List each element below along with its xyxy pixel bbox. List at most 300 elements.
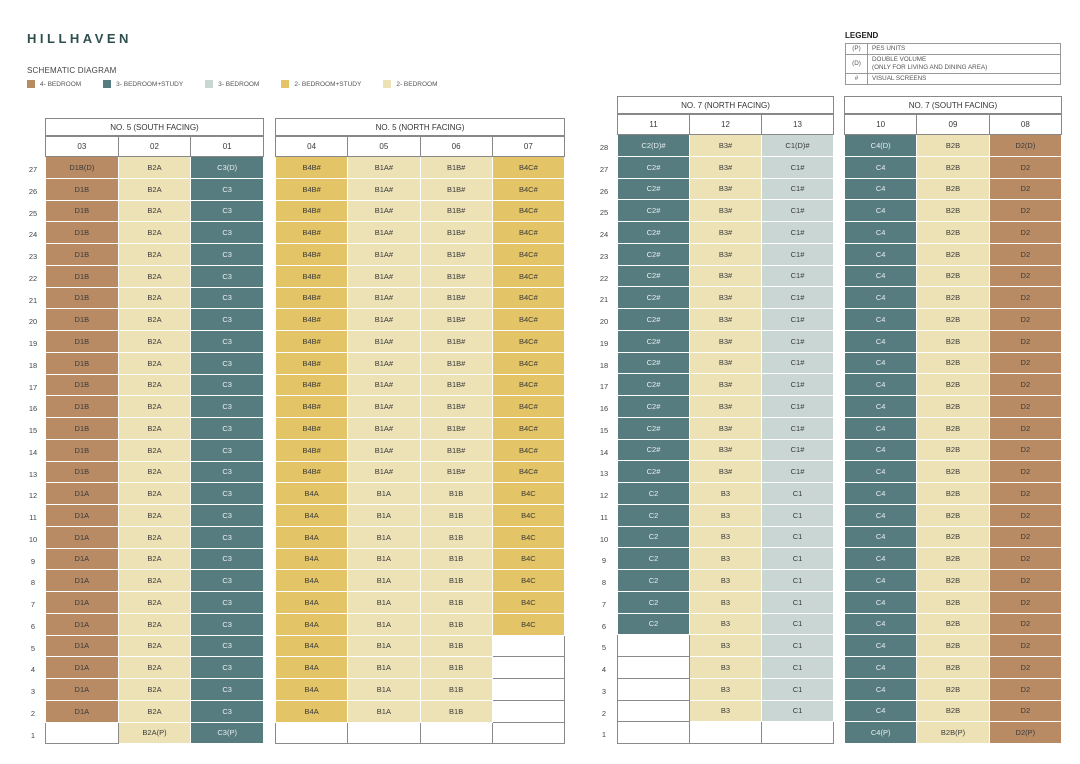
- unit-cell[interactable]: C2#: [618, 178, 690, 200]
- unit-cell[interactable]: B2B: [917, 135, 989, 157]
- unit-cell[interactable]: B3: [690, 613, 762, 635]
- unit-cell[interactable]: D2: [989, 504, 1061, 526]
- unit-cell[interactable]: D2: [989, 678, 1061, 700]
- unit-cell[interactable]: B3: [690, 591, 762, 613]
- unit-cell[interactable]: B1A#: [348, 178, 420, 200]
- unit-cell[interactable]: D1B: [46, 178, 119, 200]
- unit-cell[interactable]: D2(D): [989, 135, 1061, 157]
- unit-cell[interactable]: B1B: [420, 548, 492, 570]
- unit-cell[interactable]: B4A: [276, 592, 348, 614]
- unit-cell[interactable]: D1A: [46, 700, 119, 722]
- unit-cell[interactable]: B1A#: [348, 374, 420, 396]
- unit-cell[interactable]: D1B: [46, 461, 119, 483]
- unit-cell[interactable]: C3: [191, 244, 264, 266]
- unit-cell[interactable]: D2: [989, 309, 1061, 331]
- unit-cell[interactable]: C3(D): [191, 157, 264, 179]
- unit-cell[interactable]: D1B: [46, 418, 119, 440]
- unit-cell[interactable]: C2#: [618, 222, 690, 244]
- unit-cell[interactable]: B2A: [118, 352, 191, 374]
- unit-cell[interactable]: D2: [989, 374, 1061, 396]
- unit-cell[interactable]: B2B: [917, 657, 989, 679]
- unit-cell[interactable]: D1B: [46, 287, 119, 309]
- unit-cell[interactable]: D1A: [46, 657, 119, 679]
- unit-cell[interactable]: B1B: [420, 592, 492, 614]
- unit-cell[interactable]: B2A: [118, 700, 191, 722]
- unit-cell[interactable]: B2A: [118, 505, 191, 527]
- unit-cell[interactable]: B2B: [917, 483, 989, 505]
- unit-cell[interactable]: B3#: [690, 178, 762, 200]
- unit-cell[interactable]: B2B: [917, 374, 989, 396]
- unit-cell[interactable]: B2B: [917, 526, 989, 548]
- unit-cell[interactable]: D1B: [46, 439, 119, 461]
- unit-cell[interactable]: B1B#: [420, 178, 492, 200]
- unit-cell[interactable]: C3: [191, 635, 264, 657]
- unit-cell[interactable]: B4A: [276, 700, 348, 722]
- unit-cell[interactable]: C3: [191, 178, 264, 200]
- unit-cell[interactable]: B1A: [348, 635, 420, 657]
- unit-cell[interactable]: C1#: [762, 265, 834, 287]
- unit-cell[interactable]: B4C#: [492, 352, 564, 374]
- unit-cell[interactable]: D1A: [46, 483, 119, 505]
- unit-cell[interactable]: C4: [845, 243, 917, 265]
- unit-cell[interactable]: C4: [845, 417, 917, 439]
- unit-cell[interactable]: C3: [191, 657, 264, 679]
- unit-cell[interactable]: C4: [845, 678, 917, 700]
- unit-cell[interactable]: B1A#: [348, 352, 420, 374]
- unit-cell[interactable]: C4: [845, 265, 917, 287]
- unit-cell[interactable]: D1B: [46, 309, 119, 331]
- unit-cell[interactable]: D2(P): [989, 722, 1061, 744]
- unit-cell[interactable]: D2: [989, 287, 1061, 309]
- unit-cell[interactable]: B2A(P): [118, 722, 191, 744]
- unit-cell[interactable]: D2: [989, 483, 1061, 505]
- unit-cell[interactable]: D2: [989, 700, 1061, 722]
- unit-cell[interactable]: C4: [845, 504, 917, 526]
- unit-cell[interactable]: C4: [845, 222, 917, 244]
- unit-cell[interactable]: B4C: [492, 526, 564, 548]
- unit-cell[interactable]: C4: [845, 570, 917, 592]
- unit-cell[interactable]: B1B#: [420, 352, 492, 374]
- unit-cell[interactable]: D2: [989, 178, 1061, 200]
- unit-cell[interactable]: C1#: [762, 439, 834, 461]
- unit-cell[interactable]: B1B#: [420, 374, 492, 396]
- unit-cell[interactable]: C3: [191, 592, 264, 614]
- unit-cell[interactable]: B2B: [917, 504, 989, 526]
- unit-cell[interactable]: B4B#: [276, 331, 348, 353]
- unit-cell[interactable]: D2: [989, 330, 1061, 352]
- unit-cell[interactable]: B1A: [348, 505, 420, 527]
- unit-cell[interactable]: D1B: [46, 374, 119, 396]
- unit-cell[interactable]: C2#: [618, 200, 690, 222]
- unit-cell[interactable]: B2A: [118, 526, 191, 548]
- unit-cell[interactable]: B1B#: [420, 287, 492, 309]
- unit-cell[interactable]: B4B#: [276, 418, 348, 440]
- unit-cell[interactable]: D2: [989, 243, 1061, 265]
- unit-cell[interactable]: C3: [191, 700, 264, 722]
- unit-cell[interactable]: D1B: [46, 331, 119, 353]
- unit-cell[interactable]: B4C#: [492, 222, 564, 244]
- unit-cell[interactable]: D1A: [46, 679, 119, 701]
- unit-cell[interactable]: B2B: [917, 439, 989, 461]
- unit-cell[interactable]: C2: [618, 483, 690, 505]
- unit-cell[interactable]: B3: [690, 548, 762, 570]
- unit-cell[interactable]: B1A#: [348, 287, 420, 309]
- unit-cell[interactable]: B2B: [917, 330, 989, 352]
- unit-cell[interactable]: B2A: [118, 178, 191, 200]
- unit-cell[interactable]: C4: [845, 200, 917, 222]
- unit-cell[interactable]: C1#: [762, 178, 834, 200]
- unit-cell[interactable]: B1A: [348, 570, 420, 592]
- unit-cell[interactable]: D1A: [46, 592, 119, 614]
- unit-cell[interactable]: B2A: [118, 592, 191, 614]
- unit-cell[interactable]: B4C#: [492, 244, 564, 266]
- unit-cell[interactable]: D2: [989, 222, 1061, 244]
- unit-cell[interactable]: B3#: [690, 461, 762, 483]
- unit-cell[interactable]: C1#: [762, 461, 834, 483]
- unit-cell[interactable]: C4: [845, 635, 917, 657]
- unit-cell[interactable]: B4B#: [276, 157, 348, 179]
- unit-cell[interactable]: B1A#: [348, 200, 420, 222]
- unit-cell[interactable]: C4: [845, 591, 917, 613]
- unit-cell[interactable]: D2: [989, 265, 1061, 287]
- unit-cell[interactable]: C3: [191, 352, 264, 374]
- unit-cell[interactable]: B2A: [118, 287, 191, 309]
- unit-cell[interactable]: B3#: [690, 287, 762, 309]
- unit-cell[interactable]: B1A#: [348, 222, 420, 244]
- unit-cell[interactable]: B4C: [492, 483, 564, 505]
- unit-cell[interactable]: D2: [989, 570, 1061, 592]
- unit-cell[interactable]: C3: [191, 265, 264, 287]
- unit-cell[interactable]: B4A: [276, 505, 348, 527]
- unit-cell[interactable]: B1A: [348, 526, 420, 548]
- unit-cell[interactable]: B1B#: [420, 244, 492, 266]
- unit-cell[interactable]: B2B: [917, 635, 989, 657]
- unit-cell[interactable]: B1B: [420, 483, 492, 505]
- unit-cell[interactable]: B3#: [690, 265, 762, 287]
- unit-cell[interactable]: B4B#: [276, 222, 348, 244]
- unit-cell[interactable]: B4A: [276, 657, 348, 679]
- unit-cell[interactable]: C2#: [618, 396, 690, 418]
- unit-cell[interactable]: B2A: [118, 265, 191, 287]
- unit-cell[interactable]: D1A: [46, 570, 119, 592]
- unit-cell[interactable]: B3#: [690, 243, 762, 265]
- unit-cell[interactable]: B2A: [118, 613, 191, 635]
- unit-cell[interactable]: C4: [845, 330, 917, 352]
- unit-cell[interactable]: B2B: [917, 309, 989, 331]
- unit-cell[interactable]: D2: [989, 635, 1061, 657]
- unit-cell[interactable]: B2A: [118, 396, 191, 418]
- unit-cell[interactable]: C4: [845, 396, 917, 418]
- unit-cell[interactable]: B2A: [118, 244, 191, 266]
- unit-cell[interactable]: C4: [845, 352, 917, 374]
- unit-cell[interactable]: D1B: [46, 265, 119, 287]
- unit-cell[interactable]: D2: [989, 548, 1061, 570]
- unit-cell[interactable]: B1B#: [420, 439, 492, 461]
- unit-cell[interactable]: B1A#: [348, 396, 420, 418]
- unit-cell[interactable]: C4: [845, 483, 917, 505]
- unit-cell[interactable]: B4C#: [492, 309, 564, 331]
- unit-cell[interactable]: B1B: [420, 657, 492, 679]
- unit-cell[interactable]: D2: [989, 156, 1061, 178]
- unit-cell[interactable]: B2A: [118, 200, 191, 222]
- unit-cell[interactable]: B2A: [118, 635, 191, 657]
- unit-cell[interactable]: D2: [989, 396, 1061, 418]
- unit-cell[interactable]: B4B#: [276, 352, 348, 374]
- unit-cell[interactable]: B4C: [492, 592, 564, 614]
- unit-cell[interactable]: B3#: [690, 374, 762, 396]
- unit-cell[interactable]: B2B: [917, 352, 989, 374]
- unit-cell[interactable]: C2#: [618, 265, 690, 287]
- unit-cell[interactable]: B2B: [917, 156, 989, 178]
- unit-cell[interactable]: B4C#: [492, 331, 564, 353]
- unit-cell[interactable]: C2#: [618, 352, 690, 374]
- unit-cell[interactable]: B1A#: [348, 439, 420, 461]
- unit-cell[interactable]: D2: [989, 417, 1061, 439]
- unit-cell[interactable]: C4: [845, 700, 917, 722]
- unit-cell[interactable]: C1(D)#: [762, 135, 834, 157]
- unit-cell[interactable]: B1A#: [348, 157, 420, 179]
- unit-cell[interactable]: C1: [762, 483, 834, 505]
- unit-cell[interactable]: C3: [191, 439, 264, 461]
- unit-cell[interactable]: B2B: [917, 570, 989, 592]
- unit-cell[interactable]: C3(P): [191, 722, 264, 744]
- unit-cell[interactable]: C3: [191, 505, 264, 527]
- unit-cell[interactable]: B1B: [420, 679, 492, 701]
- unit-cell[interactable]: B3#: [690, 222, 762, 244]
- unit-cell[interactable]: B4A: [276, 679, 348, 701]
- unit-cell[interactable]: B1B: [420, 635, 492, 657]
- unit-cell[interactable]: B3#: [690, 330, 762, 352]
- unit-cell[interactable]: B4A: [276, 483, 348, 505]
- unit-cell[interactable]: D1A: [46, 613, 119, 635]
- unit-cell[interactable]: B1A#: [348, 418, 420, 440]
- unit-cell[interactable]: B3: [690, 678, 762, 700]
- unit-cell[interactable]: B2A: [118, 548, 191, 570]
- unit-cell[interactable]: B2A: [118, 157, 191, 179]
- unit-cell[interactable]: C2(D)#: [618, 135, 690, 157]
- unit-cell[interactable]: D1B: [46, 352, 119, 374]
- unit-cell[interactable]: B4C#: [492, 200, 564, 222]
- unit-cell[interactable]: B2A: [118, 222, 191, 244]
- unit-cell[interactable]: C4: [845, 287, 917, 309]
- unit-cell[interactable]: B4C#: [492, 287, 564, 309]
- unit-cell[interactable]: B4C: [492, 548, 564, 570]
- unit-cell[interactable]: B4C#: [492, 157, 564, 179]
- unit-cell[interactable]: B4C: [492, 613, 564, 635]
- unit-cell[interactable]: B4B#: [276, 396, 348, 418]
- unit-cell[interactable]: B1A: [348, 700, 420, 722]
- unit-cell[interactable]: B3: [690, 700, 762, 722]
- unit-cell[interactable]: B1B#: [420, 157, 492, 179]
- unit-cell[interactable]: B4B#: [276, 265, 348, 287]
- unit-cell[interactable]: C1#: [762, 156, 834, 178]
- unit-cell[interactable]: C2: [618, 504, 690, 526]
- unit-cell[interactable]: B4A: [276, 613, 348, 635]
- unit-cell[interactable]: B4B#: [276, 178, 348, 200]
- unit-cell[interactable]: B1A#: [348, 331, 420, 353]
- unit-cell[interactable]: B4A: [276, 635, 348, 657]
- unit-cell[interactable]: C3: [191, 570, 264, 592]
- unit-cell[interactable]: C3: [191, 526, 264, 548]
- unit-cell[interactable]: B3: [690, 635, 762, 657]
- unit-cell[interactable]: D1B: [46, 244, 119, 266]
- unit-cell[interactable]: C3: [191, 548, 264, 570]
- unit-cell[interactable]: B2B: [917, 591, 989, 613]
- unit-cell[interactable]: B2A: [118, 439, 191, 461]
- unit-cell[interactable]: B2A: [118, 657, 191, 679]
- unit-cell[interactable]: D2: [989, 591, 1061, 613]
- unit-cell[interactable]: C3: [191, 309, 264, 331]
- unit-cell[interactable]: D1A: [46, 635, 119, 657]
- unit-cell[interactable]: C4: [845, 374, 917, 396]
- unit-cell[interactable]: B1B: [420, 570, 492, 592]
- unit-cell[interactable]: B2B: [917, 417, 989, 439]
- unit-cell[interactable]: C2#: [618, 287, 690, 309]
- unit-cell[interactable]: B3#: [690, 439, 762, 461]
- unit-cell[interactable]: C1: [762, 504, 834, 526]
- unit-cell[interactable]: B1A: [348, 679, 420, 701]
- unit-cell[interactable]: B1A: [348, 657, 420, 679]
- unit-cell[interactable]: C3: [191, 418, 264, 440]
- unit-cell[interactable]: C4: [845, 548, 917, 570]
- unit-cell[interactable]: B4B#: [276, 309, 348, 331]
- unit-cell[interactable]: B3: [690, 570, 762, 592]
- unit-cell[interactable]: B2A: [118, 418, 191, 440]
- unit-cell[interactable]: C1#: [762, 309, 834, 331]
- unit-cell[interactable]: B1B: [420, 613, 492, 635]
- unit-cell[interactable]: B2B: [917, 613, 989, 635]
- unit-cell[interactable]: B1A#: [348, 265, 420, 287]
- unit-cell[interactable]: C1#: [762, 352, 834, 374]
- unit-cell[interactable]: B4C: [492, 570, 564, 592]
- unit-cell[interactable]: C2: [618, 613, 690, 635]
- unit-cell[interactable]: B3#: [690, 156, 762, 178]
- unit-cell[interactable]: C3: [191, 287, 264, 309]
- unit-cell[interactable]: B2B: [917, 265, 989, 287]
- unit-cell[interactable]: C4: [845, 178, 917, 200]
- unit-cell[interactable]: B4C#: [492, 461, 564, 483]
- unit-cell[interactable]: B2B: [917, 548, 989, 570]
- unit-cell[interactable]: C1: [762, 591, 834, 613]
- unit-cell[interactable]: B2B: [917, 396, 989, 418]
- unit-cell[interactable]: B2A: [118, 679, 191, 701]
- unit-cell[interactable]: C1: [762, 678, 834, 700]
- unit-cell[interactable]: C1#: [762, 374, 834, 396]
- unit-cell[interactable]: B4B#: [276, 439, 348, 461]
- unit-cell[interactable]: B2A: [118, 374, 191, 396]
- unit-cell[interactable]: D1B: [46, 222, 119, 244]
- unit-cell[interactable]: C2#: [618, 309, 690, 331]
- unit-cell[interactable]: C2: [618, 591, 690, 613]
- unit-cell[interactable]: C3: [191, 483, 264, 505]
- unit-cell[interactable]: C1#: [762, 330, 834, 352]
- unit-cell[interactable]: C3: [191, 331, 264, 353]
- unit-cell[interactable]: C1: [762, 570, 834, 592]
- unit-cell[interactable]: D2: [989, 352, 1061, 374]
- unit-cell[interactable]: C2#: [618, 156, 690, 178]
- unit-cell[interactable]: B3#: [690, 135, 762, 157]
- unit-cell[interactable]: C4: [845, 657, 917, 679]
- unit-cell[interactable]: D2: [989, 526, 1061, 548]
- unit-cell[interactable]: D2: [989, 657, 1061, 679]
- unit-cell[interactable]: B1A: [348, 592, 420, 614]
- unit-cell[interactable]: C4: [845, 439, 917, 461]
- unit-cell[interactable]: B2A: [118, 331, 191, 353]
- unit-cell[interactable]: B1B#: [420, 418, 492, 440]
- unit-cell[interactable]: C1#: [762, 243, 834, 265]
- unit-cell[interactable]: C1#: [762, 222, 834, 244]
- unit-cell[interactable]: C3: [191, 613, 264, 635]
- unit-cell[interactable]: B1B: [420, 700, 492, 722]
- unit-cell[interactable]: B1B: [420, 505, 492, 527]
- unit-cell[interactable]: C2#: [618, 417, 690, 439]
- unit-cell[interactable]: B3#: [690, 352, 762, 374]
- unit-cell[interactable]: B1B#: [420, 265, 492, 287]
- unit-cell[interactable]: C2#: [618, 374, 690, 396]
- unit-cell[interactable]: B1A#: [348, 461, 420, 483]
- unit-cell[interactable]: B1B#: [420, 396, 492, 418]
- unit-cell[interactable]: B2B: [917, 461, 989, 483]
- unit-cell[interactable]: C3: [191, 396, 264, 418]
- unit-cell[interactable]: D1B: [46, 396, 119, 418]
- unit-cell[interactable]: B1A#: [348, 309, 420, 331]
- unit-cell[interactable]: B1B#: [420, 200, 492, 222]
- unit-cell[interactable]: B4C#: [492, 439, 564, 461]
- unit-cell[interactable]: D1A: [46, 505, 119, 527]
- unit-cell[interactable]: C2: [618, 570, 690, 592]
- unit-cell[interactable]: B1B#: [420, 222, 492, 244]
- unit-cell[interactable]: B1B#: [420, 461, 492, 483]
- unit-cell[interactable]: B4B#: [276, 287, 348, 309]
- unit-cell[interactable]: B4C#: [492, 396, 564, 418]
- unit-cell[interactable]: B2B(P): [917, 722, 989, 744]
- unit-cell[interactable]: B3: [690, 657, 762, 679]
- unit-cell[interactable]: B2B: [917, 200, 989, 222]
- unit-cell[interactable]: B4C#: [492, 265, 564, 287]
- unit-cell[interactable]: B4A: [276, 548, 348, 570]
- unit-cell[interactable]: C2: [618, 526, 690, 548]
- unit-cell[interactable]: B3#: [690, 200, 762, 222]
- unit-cell[interactable]: B2B: [917, 178, 989, 200]
- unit-cell[interactable]: B1A: [348, 613, 420, 635]
- unit-cell[interactable]: B4B#: [276, 374, 348, 396]
- unit-cell[interactable]: C4: [845, 461, 917, 483]
- unit-cell[interactable]: D1B: [46, 200, 119, 222]
- unit-cell[interactable]: C3: [191, 222, 264, 244]
- unit-cell[interactable]: B2B: [917, 222, 989, 244]
- unit-cell[interactable]: C2#: [618, 330, 690, 352]
- unit-cell[interactable]: C3: [191, 200, 264, 222]
- unit-cell[interactable]: B3#: [690, 417, 762, 439]
- unit-cell[interactable]: B4B#: [276, 200, 348, 222]
- unit-cell[interactable]: C1#: [762, 396, 834, 418]
- unit-cell[interactable]: B2A: [118, 483, 191, 505]
- unit-cell[interactable]: C2#: [618, 461, 690, 483]
- unit-cell[interactable]: B4A: [276, 570, 348, 592]
- unit-cell[interactable]: D2: [989, 613, 1061, 635]
- unit-cell[interactable]: B2B: [917, 700, 989, 722]
- unit-cell[interactable]: C4: [845, 526, 917, 548]
- unit-cell[interactable]: C1#: [762, 417, 834, 439]
- unit-cell[interactable]: B2B: [917, 287, 989, 309]
- unit-cell[interactable]: B3: [690, 504, 762, 526]
- unit-cell[interactable]: B4C: [492, 505, 564, 527]
- unit-cell[interactable]: B2A: [118, 570, 191, 592]
- unit-cell[interactable]: B2A: [118, 309, 191, 331]
- unit-cell[interactable]: B1B#: [420, 331, 492, 353]
- unit-cell[interactable]: C3: [191, 374, 264, 396]
- unit-cell[interactable]: C1: [762, 613, 834, 635]
